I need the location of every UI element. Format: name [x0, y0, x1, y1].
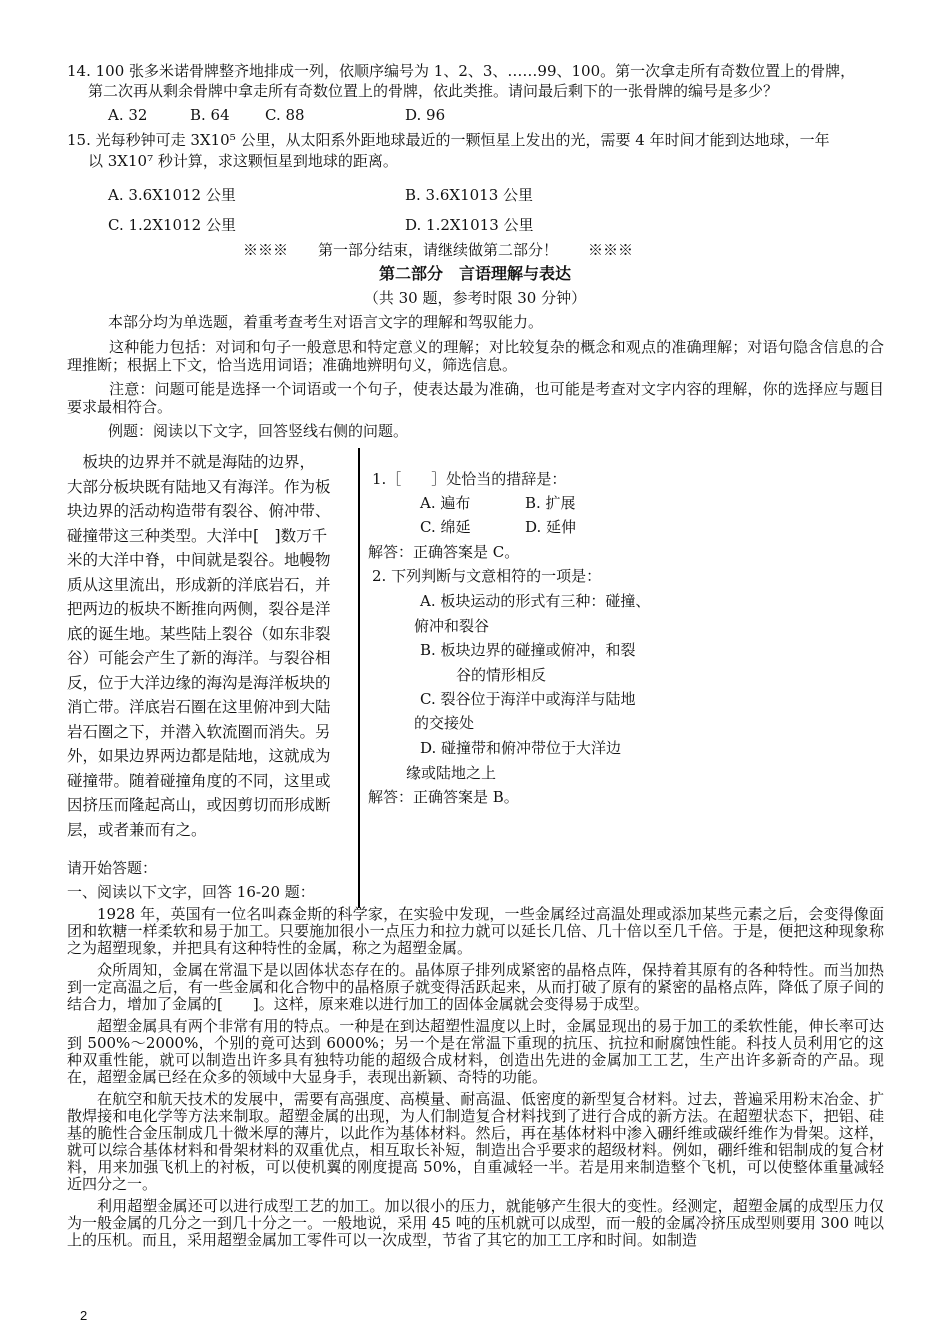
- passage-line: 米的大洋中脊，中间就是裂谷。地幔物: [67, 551, 331, 569]
- example-label: 例题：阅读以下文字，回答竖线右侧的问题。: [108, 422, 409, 440]
- q14-option-d: D. 96: [405, 106, 446, 124]
- example-passage: [67, 450, 357, 842]
- q15-option-d: D. 1.2X1013 公里: [405, 216, 534, 234]
- example-q1-option-b: B. 扩展: [525, 494, 576, 512]
- part1-end-notice: ※※※ 第一部分结束，请继续做第二部分！ ※※※: [243, 241, 634, 259]
- article-paragraph: 超塑金属具有两个非常有用的特点。一种是在到达超塑性温度以上时，金属显现出的易于加工的柔软性能，伸长率可达到 500%～2000%，个别的竟可达到 6000%；另一个是在常温下重现的抗压、抗拉和耐腐蚀性能。科技人员利用它的这种双重性能，就可以制造出许多具有独特功能的超级合成材料，创造出先进的金属加工工艺，生产出许多新奇的产品。现在，超塑金属已经在众多的领域中大显身手，表现出新颖、奇特的功能。: [67, 1017, 884, 1086]
- part2-intro-1: 本部分均为单选题，着重考查考生对语言文字的理解和驾驭能力。: [108, 313, 544, 331]
- example-q2-option-b-line2: 谷的情形相反: [456, 666, 547, 684]
- article-paragraph: 在航空和航天技术的发展中，需要有高强度、高模量、耐高温、低密度的新型复合材料。过去，普遍采用粉末冶金、扩散焊接和电化学等方法来制取。超塑金属的出现，为人们制造复合材料找到了进行合成的新方法。在超塑状态下，把铝、硅基的脆性合金压制成几十微米厚的薄片，以此作为基体材料。然后，再在基体材料中渗入硼纤维或碳纤维作为骨架。这样，就可以综合基体材料和骨架材料的双重优点，相互取长补短，制造出合乎要求的超级材料。例如，硼纤维和铝制成的复合材料，用来加强飞机上的衬板，可以使机翼的刚度提高 50%，自重减轻一半。若是用来制造整个飞机，可以使整体重量减轻近四分之一。: [67, 1090, 884, 1193]
- example-q2-stem: 2. 下列判断与文意相符的一项是：: [372, 567, 602, 585]
- example-q1-option-a: A. 遍布: [420, 494, 471, 512]
- page-number: 2: [80, 1308, 88, 1323]
- passage-line: 把两边的板块不断推向两侧，裂谷是洋: [67, 600, 331, 618]
- passage-line: 碰撞带这三种类型。大洋中[ ]数万千: [67, 526, 328, 545]
- passage-line: 消亡带。洋底岩石圈在这里俯冲到大陆: [67, 698, 331, 716]
- passage-line: 质从这里流出，形成新的洋底岩石，并: [67, 575, 331, 594]
- example-q1-option-d: D. 延伸: [525, 518, 577, 536]
- example-q2-option-d-line1: D. 碰撞带和俯冲带位于大洋边: [420, 739, 622, 757]
- example-q1-stem: 1.［ ］处恰当的措辞是：: [372, 470, 567, 488]
- passage-line: 外，如果边界两边都是陆地，这就成为: [67, 747, 331, 765]
- part2-title: 第二部分 言语理解与表达: [378, 264, 571, 283]
- part2-intro-2: 这种能力包括：对词和句子一般意思和特定意义的理解；对比较复杂的概念和观点的准确理解；对语句隐含信息的合理推断；根据上下文，恰当选用词语；准确地辨明句义，筛选信息。: [67, 338, 884, 374]
- passage-line: 底的诞生地。某些陆上裂谷（如东非裂: [67, 624, 331, 643]
- example-q2-option-a-line2: 俯冲和裂谷: [414, 617, 490, 635]
- q15-line2: 以 3X10⁷ 秒计算，求这颗恒星到地球的距离。: [88, 152, 398, 170]
- example-q1-answer: 解答：正确答案是 C。: [368, 543, 520, 561]
- q14-line2: 第二次再从剩余骨牌中拿走所有奇数位置上的骨牌，依此类推。请问最后剩下的一张骨牌的编号是多少？: [88, 82, 779, 100]
- part2-intro-3: 注意：问题可能是选择一个词语或一个句子，使表达最为准确，也可能是考查对文字内容的理解，你的选择应与题目要求最相符合。: [67, 380, 884, 416]
- passage-line: 岩石圈之下，并潜入软流圈而消失。另: [67, 722, 331, 741]
- example-q2-option-a-line1: A. 板块运动的形式有三种：碰撞、: [420, 592, 651, 610]
- q14-option-c: C. 88: [265, 106, 305, 124]
- section1-heading: 一、阅读以下文字，回答 16-20 题：: [67, 883, 315, 901]
- article-paragraph: 众所周知，金属在常温下是以固体状态存在的。晶体原子排列成紧密的晶格点阵，保持着其原有的各种特性。而当加热到一定高温之后，有一些金属和化合物中的晶格原子就变得活跃起来，从而打破了原有的紧密的晶格点阵，降低了原子间的结合力，增加了金属的[ ]。这样，原来难以进行加工的固体金属就会变得易于成型。: [67, 961, 884, 1013]
- example-q2-answer: 解答：正确答案是 B。: [368, 788, 519, 806]
- passage-line: 碰撞带。随着碰撞角度的不同，这里或: [67, 771, 331, 790]
- passage-line: 因挤压而隆起高山，或因剪切而形成断: [67, 796, 331, 814]
- part2-subtitle: （共 30 题，参考时限 30 分钟）: [363, 289, 587, 307]
- passage-line: 块边界的活动构造带有裂谷、俯冲带、: [67, 502, 331, 520]
- q14-option-a: A. 32: [108, 106, 148, 124]
- article: [67, 906, 884, 1254]
- start-label: 请开始答题：: [67, 859, 158, 877]
- passage-line: 层，或者兼而有之。: [67, 820, 207, 839]
- passage-line: 大部分板块既有陆地又有海洋。作为板: [67, 477, 331, 496]
- q15-option-a: A. 3.6X1012 公里: [108, 186, 236, 204]
- q15-line1: 15. 光每秒钟可走 3X10⁵ 公里，从太阳系外距地球最近的一颗恒星上发出的光，需要 4 年时间才能到达地球，一年: [67, 131, 830, 149]
- example-q2-option-c-line1: C. 裂谷位于海洋中或海洋与陆地: [420, 690, 636, 708]
- q15-option-c: C. 1.2X1012 公里: [108, 216, 236, 234]
- passage-line: 谷）可能会产生了新的海洋。与裂谷相: [67, 649, 331, 667]
- example-q2-option-b-line1: B. 板块边界的碰撞或俯冲，和裂: [420, 641, 636, 659]
- example-q2-option-d-line2: 缘或陆地之上: [406, 764, 497, 782]
- q15-option-b: B. 3.6X1013 公里: [405, 186, 534, 204]
- example-q1-option-c: C. 绵延: [420, 518, 471, 536]
- passage-line: 板块的边界并不就是海陆的边界，: [67, 453, 316, 471]
- example-q2-option-c-line2: 的交接处: [414, 714, 475, 732]
- q14-option-b: B. 64: [190, 106, 230, 124]
- article-paragraph: 1928 年，英国有一位名叫森金斯的科学家，在实验中发现，一些金属经过高温处理或添加某些元素之后，会变得像面团和软糖一样柔软和易于加工。只要施加很小一点压力和拉力就可以延长几倍、几十倍以至几千倍。于是，便把这种现象称之为超塑现象，并把具有这种特性的金属，称之为超塑金属。: [67, 905, 884, 957]
- divider-vertical-line: [358, 448, 360, 908]
- q14-line1: 14. 100 张多米诺骨牌整齐地排成一列，依顺序编号为 1、2、3、……99、100。第一次拿走所有奇数位置上的骨牌，: [67, 62, 856, 80]
- article-paragraph: 利用超塑金属还可以进行成型工艺的加工。加以很小的压力，就能够产生很大的变性。经测定，超塑金属的成型压力仅为一般金属的几分之一到几十分之一。一般地说，采用 45 吨的压机就可以成型，而一般的金属冷挤压成型则要用 300 吨以上的压机。而且，采用超塑金属加工零件可以一次成型，节省了其它的加工工序和时间。如制造: [67, 1197, 884, 1249]
- passage-line: 反，位于大洋边缘的海沟是海洋板块的: [67, 673, 331, 692]
